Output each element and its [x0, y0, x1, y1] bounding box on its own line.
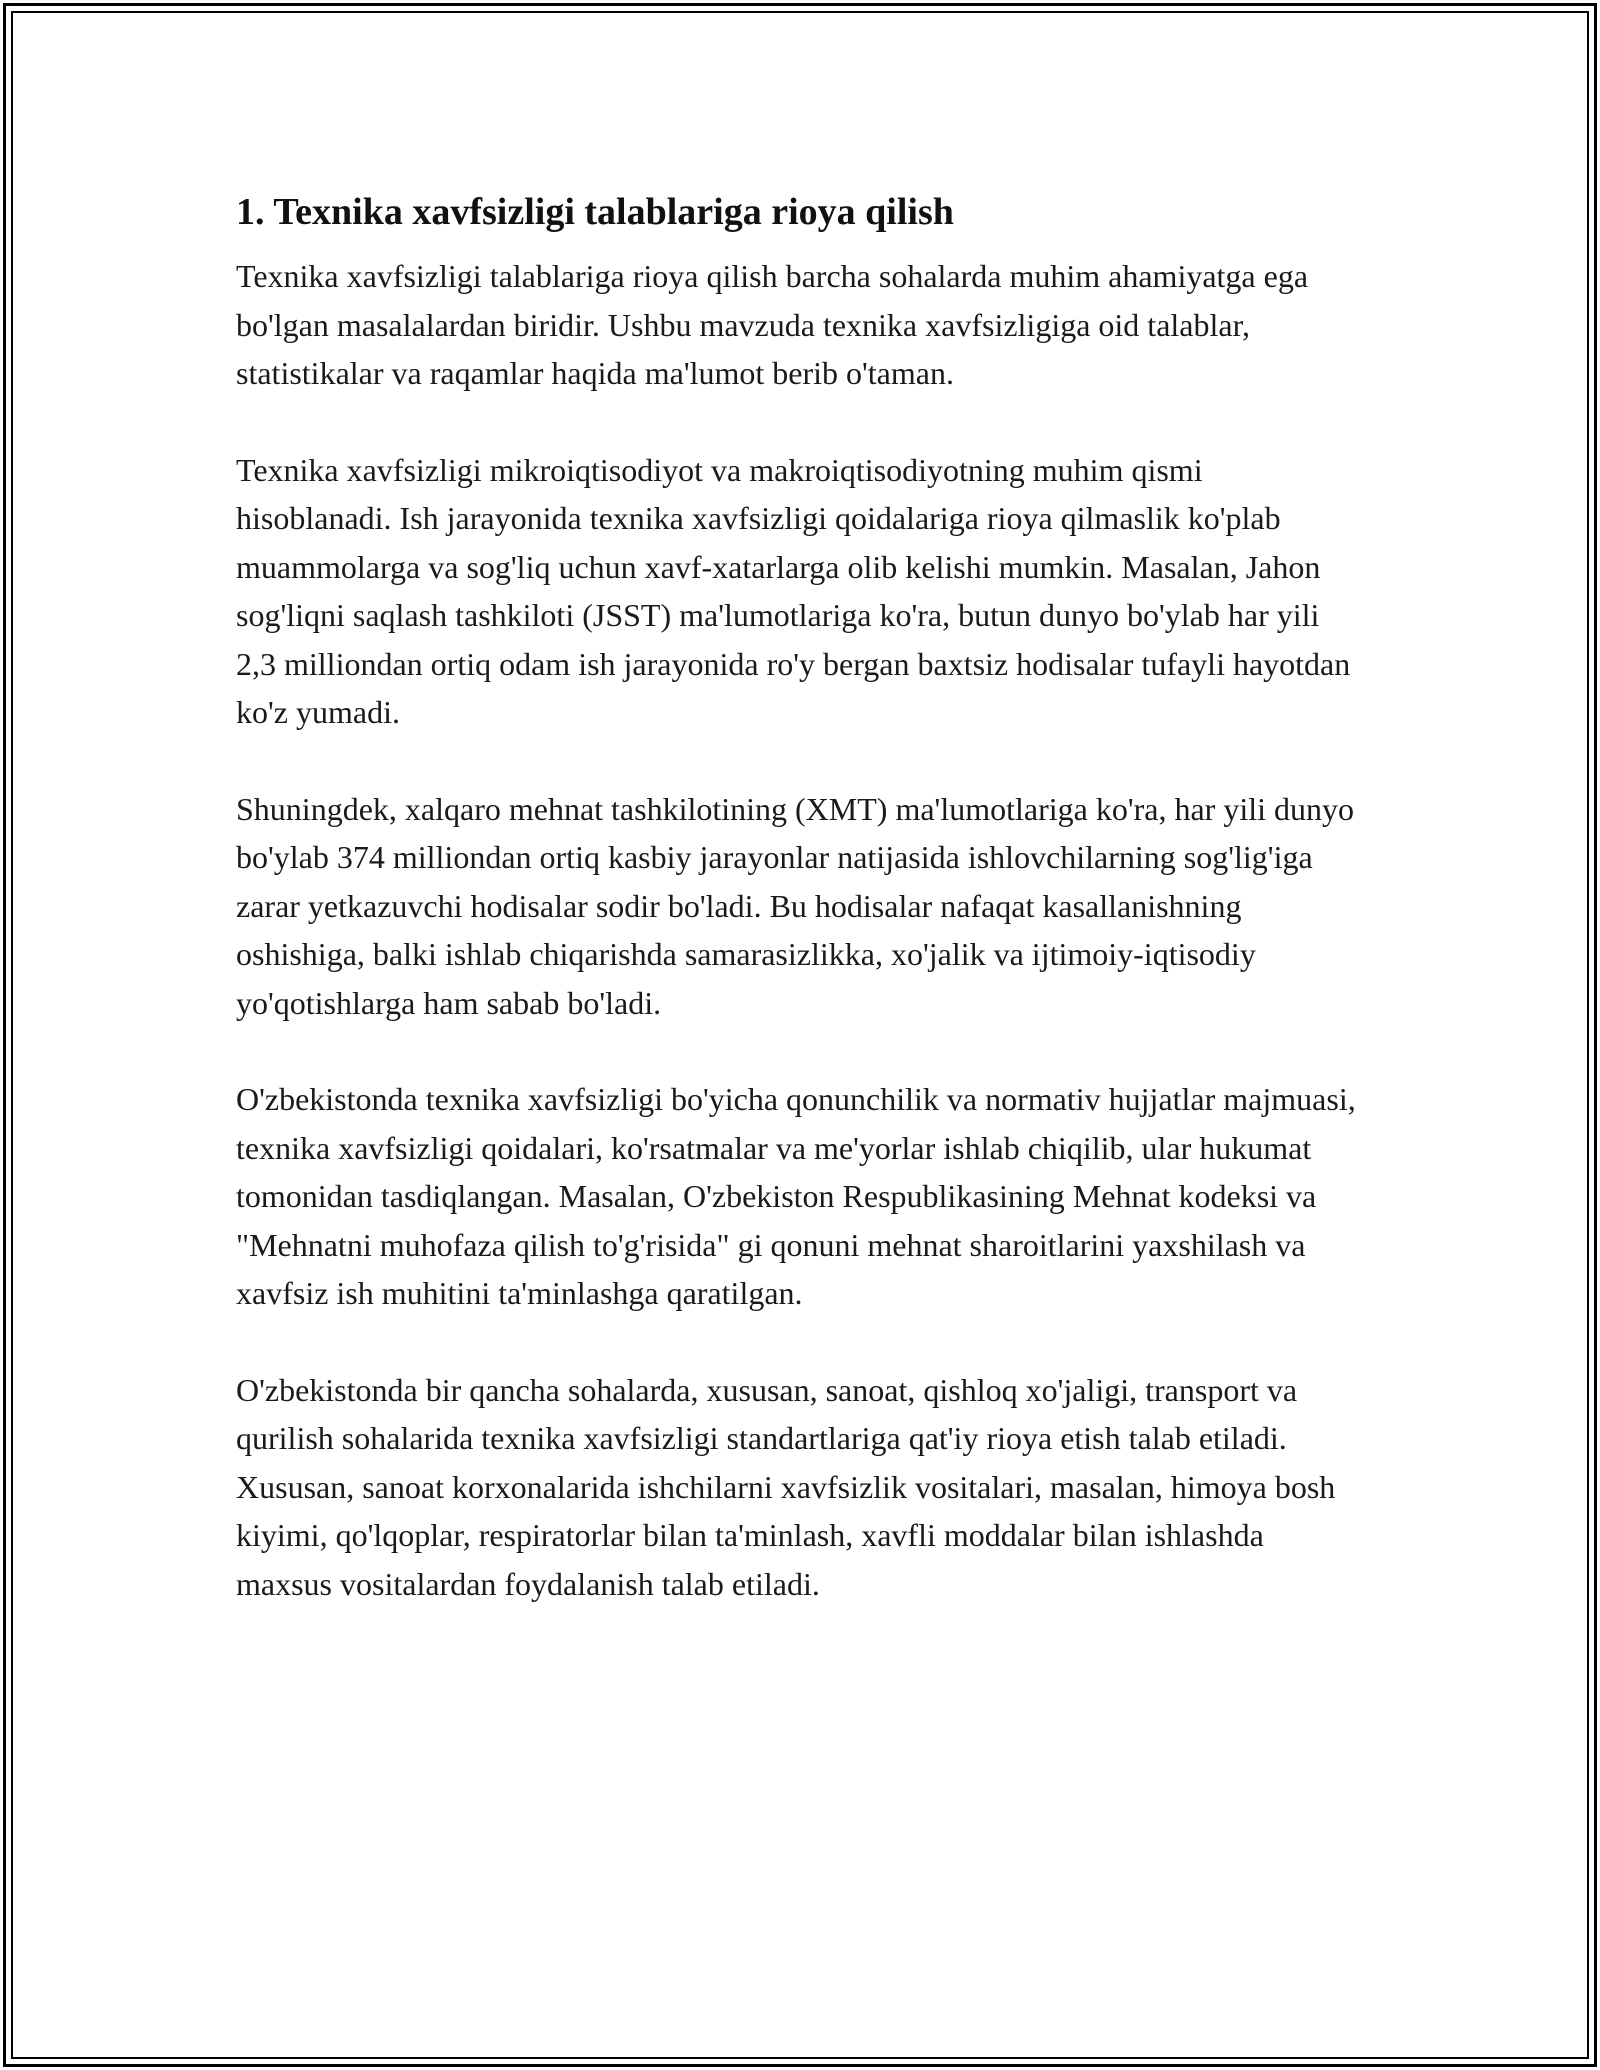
paragraph-4: O'zbekistonda texnika xavfsizligi bo'yicha qonunchilik va normativ hujjatlar majmuasi, texnika xavfsizligi qoidalari, ko'rsatmalar va me'yorlar ishlab chiqilib, ular hukumat tomonidan tasdiqlangan. Masalan, O'zbekiston Respublikasining Mehnat kodeksi va "Mehnatni muhofaza qilish to'g'risida" gi qonuni mehnat sharoitlarini yaxshilash va xavfsiz ish muhitini ta'minlashga qaratilgan. — [236, 1081, 1356, 1311]
page-title: 1. Texnika xavfsizligi talablariga rioya qilish — [236, 191, 954, 233]
document-body — [236, 186, 1366, 1656]
paragraph-3: Shuningdek, xalqaro mehnat tashkilotining (XMT) ma'lumotlariga ko'ra, har yili dunyo bo'ylab 374 milliondan ortiq kasbiy jarayonlar natijasida ishlovchilarning sog'lig'iga zarar yetkazuvchi hodisalar sodir bo'ladi. Bu hodisalar nafaqat kasallanishning oshishiga, balki ishlab chiqarishda samarasizlikka, xo'jalik va ijtimoiy-iqtisodiy yo'qotishlarga ham sabab bo'ladi. — [236, 790, 1354, 1021]
paragraph-2: Texnika xavfsizligi mikroiqtisodiyot va makroiqtisodiyotning muhim qismi hisoblanadi. Ish jarayonida texnika xavfsizligi qoidalariga rioya qilmaslik ko'plab muammolarga va sog'liq uchun xavf-xatarlarga olib kelishi mumkin. Masalan, Jahon sog'liqni saqlash tashkiloti (JSST) ma'lumotlariga ko'ra, butun dunyo bo'ylab har yili 2,3 milliondan ortiq odam ish jarayonida ro'y bergan baxtsiz hodisalar tufayli hayotdan ko'z yumadi. — [236, 451, 1351, 730]
paragraph-1: Texnika xavfsizligi talablariga rioya qilish barcha sohalarda muhim ahamiyatga ega bo'lgan masalalardan biridir. Ushbu mavzuda texnika xavfsizligiga oid talablar, statistikalar va raqamlar haqida ma'lumot berib o'taman. — [236, 258, 1309, 391]
paragraph-5: O'zbekistonda bir qancha sohalarda, xususan, sanoat, qishloq xo'jaligi, transport va qurilish sohalarida texnika xavfsizligi standartlariga qat'iy rioya etish talab etiladi. Xususan, sanoat korxonalarida ishchilarni xavfsizlik vositalari, masalan, himoya bosh kiyimi, qo'lqoplar, respiratorlar bilan ta'minlash, xavfli moddalar bilan ishlashda maxsus vositalardan foydalanish talab etiladi. — [236, 1371, 1336, 1602]
